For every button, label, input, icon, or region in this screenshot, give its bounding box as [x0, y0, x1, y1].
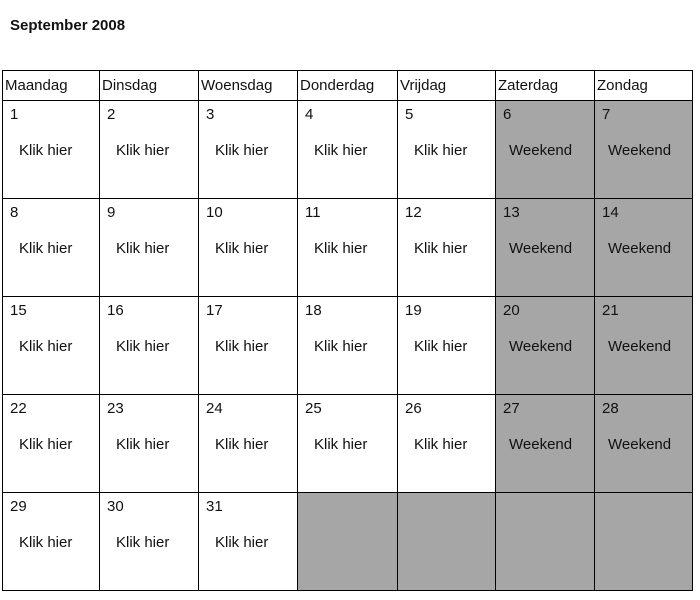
day-number: 19 [405, 302, 422, 319]
weekday-header-friday: Vrijdag [398, 71, 496, 101]
weekday-header-monday: Maandag [3, 71, 100, 101]
day-number: 28 [602, 400, 619, 417]
day-number: 2 [107, 106, 116, 123]
page-title: September 2008 [10, 17, 126, 34]
klik-hier-link[interactable]: Klik hier [19, 240, 73, 257]
day-cell[interactable] [298, 395, 398, 493]
klik-hier-link[interactable]: Klik hier [19, 534, 73, 551]
klik-hier-link[interactable]: Klik hier [414, 338, 468, 355]
day-cell[interactable] [199, 199, 298, 297]
weekday-header-sunday: Zondag [595, 71, 693, 101]
weekday-header-thursday: Donderdag [298, 71, 398, 101]
day-cell[interactable] [3, 101, 100, 199]
day-number: 14 [602, 204, 619, 221]
day-number: 17 [206, 302, 223, 319]
klik-hier-link[interactable]: Klik hier [414, 436, 468, 453]
weekend-label: Weekend [509, 240, 573, 257]
day-number: 24 [206, 400, 223, 417]
day-cell[interactable] [199, 101, 298, 199]
weekend-day-cell [496, 395, 595, 493]
klik-hier-link[interactable]: Klik hier [116, 534, 170, 551]
day-cell[interactable] [298, 199, 398, 297]
weekend-day-cell [595, 297, 693, 395]
day-cell[interactable] [298, 297, 398, 395]
day-cell[interactable] [100, 493, 199, 591]
day-number: 27 [503, 400, 520, 417]
klik-hier-link[interactable]: Klik hier [19, 436, 73, 453]
klik-hier-link[interactable]: Klik hier [215, 142, 269, 159]
day-number: 16 [107, 302, 124, 319]
day-number: 22 [10, 400, 27, 417]
klik-hier-link[interactable]: Klik hier [116, 240, 170, 257]
day-number: 18 [305, 302, 322, 319]
klik-hier-link[interactable]: Klik hier [215, 436, 269, 453]
day-cell[interactable] [199, 493, 298, 591]
day-cell[interactable] [3, 297, 100, 395]
calendar-week-row [3, 493, 693, 591]
weekend-day-cell [595, 199, 693, 297]
day-cell[interactable] [398, 297, 496, 395]
calendar-week-row [3, 297, 693, 395]
klik-hier-link[interactable]: Klik hier [314, 436, 368, 453]
day-number: 4 [305, 106, 314, 123]
day-number: 21 [602, 302, 619, 319]
weekday-header-tuesday: Dinsdag [100, 71, 199, 101]
weekend-day-cell [595, 101, 693, 199]
day-cell[interactable] [100, 297, 199, 395]
weekday-header-saturday: Zaterdag [496, 71, 595, 101]
klik-hier-link[interactable]: Klik hier [414, 240, 468, 257]
klik-hier-link[interactable]: Klik hier [19, 338, 73, 355]
weekend-day-cell [496, 199, 595, 297]
weekend-label: Weekend [608, 240, 672, 257]
day-cell[interactable] [398, 395, 496, 493]
day-cell[interactable] [100, 395, 199, 493]
day-cell[interactable] [199, 395, 298, 493]
empty-day-cell [398, 493, 496, 591]
klik-hier-link[interactable]: Klik hier [116, 142, 170, 159]
weekend-day-cell [496, 297, 595, 395]
day-number: 12 [405, 204, 422, 221]
day-number: 8 [10, 204, 19, 221]
day-number: 3 [206, 106, 215, 123]
weekday-header-wednesday: Woensdag [199, 71, 298, 101]
klik-hier-link[interactable]: Klik hier [314, 240, 368, 257]
calendar-week-row [3, 199, 693, 297]
klik-hier-link[interactable]: Klik hier [215, 338, 269, 355]
empty-day-cell [298, 493, 398, 591]
calendar-week-row [3, 101, 693, 199]
day-number: 10 [206, 204, 223, 221]
day-number: 1 [10, 106, 19, 123]
day-number: 7 [602, 106, 611, 123]
klik-hier-link[interactable]: Klik hier [314, 338, 368, 355]
day-cell[interactable] [3, 493, 100, 591]
day-number: 25 [305, 400, 322, 417]
day-number: 31 [206, 498, 223, 515]
klik-hier-link[interactable]: Klik hier [215, 240, 269, 257]
empty-day-cell [595, 493, 693, 591]
empty-day-cell [496, 493, 595, 591]
klik-hier-link[interactable]: Klik hier [116, 436, 170, 453]
day-cell[interactable] [298, 101, 398, 199]
klik-hier-link[interactable]: Klik hier [116, 338, 170, 355]
klik-hier-link[interactable]: Klik hier [314, 142, 368, 159]
day-number: 5 [405, 106, 414, 123]
day-cell[interactable] [398, 101, 496, 199]
day-cell[interactable] [100, 101, 199, 199]
day-cell[interactable] [100, 199, 199, 297]
day-number: 23 [107, 400, 124, 417]
calendar-body [3, 101, 693, 591]
calendar-week-row [3, 395, 693, 493]
day-number: 6 [503, 106, 512, 123]
weekend-label: Weekend [509, 436, 573, 453]
weekend-label: Weekend [509, 338, 573, 355]
day-number: 26 [405, 400, 422, 417]
month-calendar [2, 70, 693, 591]
day-cell[interactable] [3, 395, 100, 493]
klik-hier-link[interactable]: Klik hier [414, 142, 468, 159]
klik-hier-link[interactable]: Klik hier [19, 142, 73, 159]
weekend-day-cell [496, 101, 595, 199]
weekend-label: Weekend [608, 142, 672, 159]
weekend-label: Weekend [509, 142, 573, 159]
day-number: 9 [107, 204, 116, 221]
weekend-label: Weekend [608, 436, 672, 453]
weekday-header-row [3, 71, 693, 101]
day-number: 30 [107, 498, 124, 515]
day-cell[interactable] [199, 297, 298, 395]
day-number: 29 [10, 498, 27, 515]
day-cell[interactable] [3, 199, 100, 297]
day-number: 13 [503, 204, 520, 221]
klik-hier-link[interactable]: Klik hier [215, 534, 269, 551]
day-cell[interactable] [398, 199, 496, 297]
weekend-label: Weekend [608, 338, 672, 355]
day-number: 20 [503, 302, 520, 319]
day-number: 11 [305, 204, 321, 221]
day-number: 15 [10, 302, 27, 319]
weekend-day-cell [595, 395, 693, 493]
